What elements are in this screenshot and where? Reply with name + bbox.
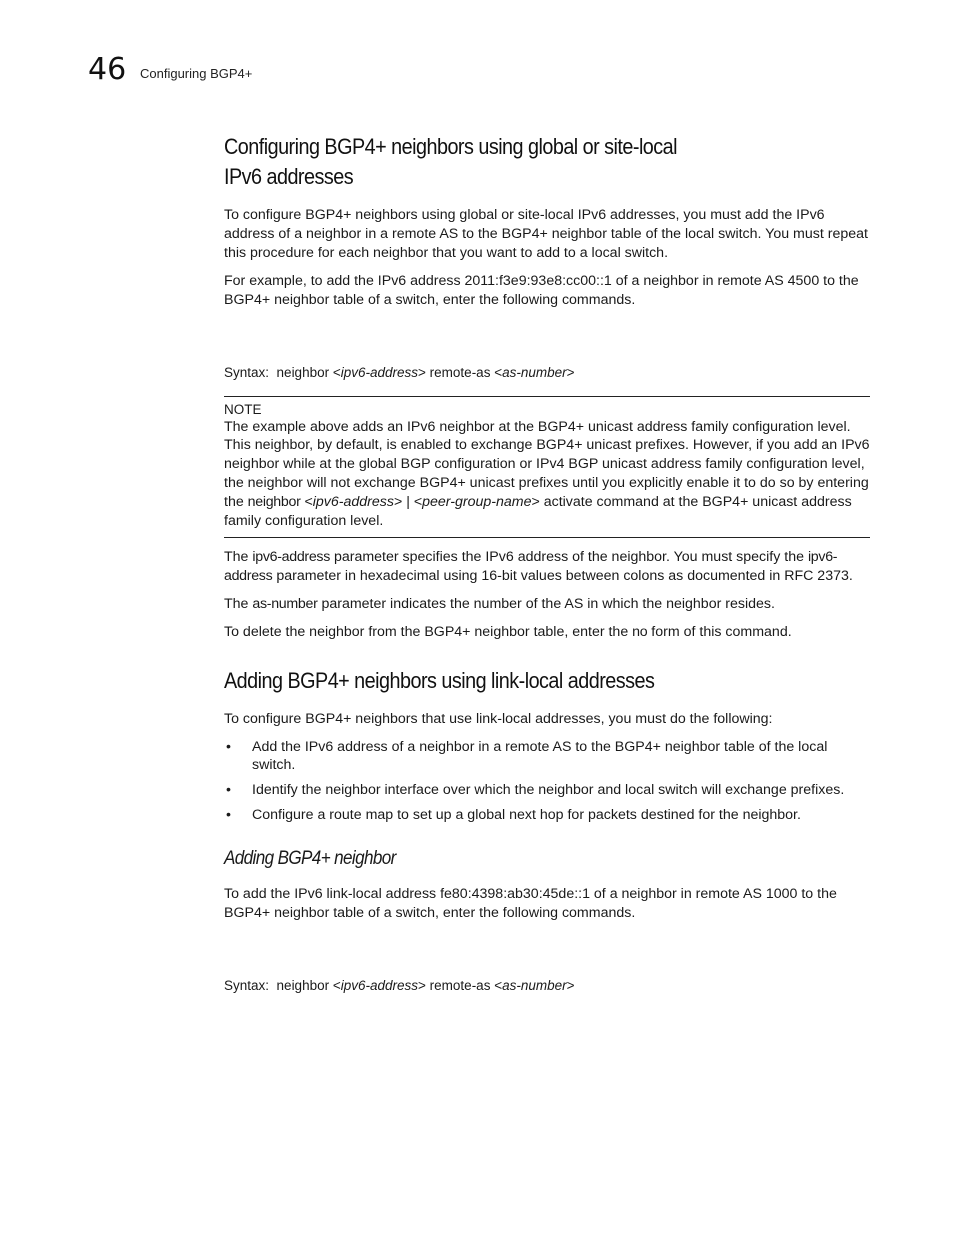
syntax-remote-as: remote-as [425, 977, 491, 993]
note-label: NOTE [224, 401, 262, 417]
note-text-b: < [300, 494, 313, 511]
note-arg-ipv6-address: ipv6-address [312, 494, 394, 511]
note-text-d: > activate command at the BGP4+ unicast address family configuration level. [224, 494, 852, 530]
note-cmd-neighbor: neighbor [247, 494, 301, 511]
param-as-number-paragraph [224, 595, 870, 614]
syntax-line [224, 977, 870, 995]
p3-kw2: ipv6-address [224, 548, 838, 584]
bullet-icon: • [226, 782, 231, 799]
syntax-gt: > [566, 364, 575, 380]
note-text [224, 418, 870, 531]
syntax-arg-ipv6-address: ipv6-address [340, 364, 419, 380]
example-paragraph: For example, to add the IPv6 address 2011:f3e9:93e8:cc00::1 of a neighbor in remote AS 4500 to the BGP4+ neighbor table of a switch, enter the following commands. [224, 272, 859, 308]
syntax-command: neighbor [276, 364, 330, 380]
list-item [224, 781, 870, 800]
bullet-icon: • [226, 807, 231, 824]
p5-b: form of this command. [647, 623, 792, 640]
p4-b: parameter indicates the number of the AS in which the neighbor resides. [317, 595, 775, 612]
subheading-adding-neighbor: Adding BGP4+ neighbor [224, 848, 396, 870]
syntax-command: neighbor [276, 977, 330, 993]
p4-a: The [224, 595, 253, 612]
running-header-title: Configuring BGP4+ [140, 66, 253, 81]
note-box [224, 396, 870, 538]
syntax-arg-as-number: as-number [502, 364, 567, 380]
list-item [224, 738, 870, 776]
syntax-gt: > [418, 977, 426, 993]
syntax-lt: < [490, 364, 503, 380]
heading-line-1: Configuring BGP4+ neighbors using global or site-local [224, 134, 678, 159]
syntax-label: Syntax: [224, 364, 270, 380]
syntax-lt: < [329, 364, 341, 380]
delete-neighbor-paragraph [224, 623, 870, 642]
link-local-example-paragraph: To add the IPv6 link-local address fe80:4398:ab30:45de::1 of a neighbor in remote AS 1000 to the BGP4+ neighbor table of a switch, enter the following commands. [224, 886, 837, 922]
heading-line-2: IPv6 addresses [224, 164, 354, 189]
section-heading-link-local: Adding BGP4+ neighbors using link-local addresses [224, 667, 655, 693]
section-heading-global-site-local [224, 132, 717, 192]
page-body [224, 132, 870, 1009]
param-ipv6-address-paragraph [224, 548, 870, 586]
list-item-text: Identify the neighbor interface over which the neighbor and local switch will exchange prefixes. [252, 782, 845, 799]
p3-b: parameter specifies the IPv6 address of the neighbor. You must specify the [330, 548, 808, 565]
syntax-gt: > [418, 364, 426, 380]
syntax-lt: < [329, 977, 341, 993]
link-local-intro: To configure BGP4+ neighbors that use link-local addresses, you must do the following: [224, 710, 773, 727]
p4-kw: as-number [252, 595, 318, 612]
p5-kw: no [632, 623, 648, 640]
syntax-gt: > [566, 977, 575, 993]
chapter-number: 46 [88, 52, 127, 87]
steps-list [224, 738, 870, 826]
syntax-label: Syntax: [224, 977, 270, 993]
list-item-text: Configure a route map to set up a global next hop for packets destined for the neighbor. [252, 807, 801, 824]
p3-kw1: ipv6-address [252, 548, 331, 565]
syntax-arg-as-number: as-number [502, 977, 567, 993]
syntax-arg-ipv6-address: ipv6-address [340, 977, 419, 993]
list-item-text: Add the IPv6 address of a neighbor in a remote AS to the BGP4+ neighbor table of the local switch. [252, 738, 828, 774]
p5-a: To delete the neighbor from the BGP4+ neighbor table, enter the [224, 623, 633, 640]
note-arg-peer-group-name: peer-group-name [422, 494, 532, 511]
p3-c: parameter in hexadecimal using 16-bit values between colons as documented in RFC 2373. [272, 567, 853, 584]
note-text-c: > | < [393, 494, 423, 511]
syntax-remote-as: remote-as [425, 364, 491, 380]
note-text-a: The example above adds an IPv6 neighbor at the BGP4+ unicast address family configuration level. This neighbor, by default, is enabled to exchange BGP4+ unicast prefixes. However, if you add an IPv6 neighbor while at the global BGP configuration or IPv4 BGP unicast address family configuration level, the neighbor will not exchange BGP4+ unicast prefixes until you explicitly enable it to do so by entering the [224, 418, 870, 511]
intro-paragraph: To configure BGP4+ neighbors using global or site-local IPv6 addresses, you must add the IPv6 address of a neighbor in a remote AS to the BGP4+ neighbor table of the local switch. You must repeat this procedure for each neighbor that you want to add to a local switch. [224, 207, 868, 261]
bullet-icon: • [226, 738, 231, 755]
syntax-lt: < [490, 977, 503, 993]
list-item [224, 806, 870, 825]
syntax-line [224, 364, 870, 382]
p3-a: The [224, 548, 253, 565]
